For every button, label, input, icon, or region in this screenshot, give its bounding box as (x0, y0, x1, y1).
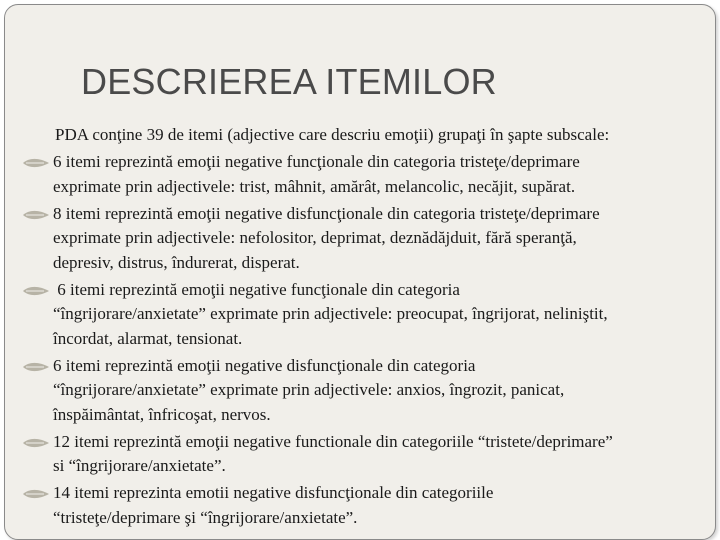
bullet-item (5, 430, 715, 479)
bullet-line: 6 itemi reprezintă emoţii negative funcţionale din categoria tristeţe/deprimare (53, 152, 580, 171)
bullet-line: “îngrijorare/anxietate” exprimate prin adjectivele: preocupat, îngrijorat, neliniştit, (53, 304, 608, 323)
bullet-line: “tristeţe/deprimare şi “îngrijorare/anxietate”. (53, 507, 358, 527)
bullet-line: si “îngrijorare/anxietate”. (53, 456, 226, 475)
bullet-line: exprimate prin adjectivele: nefolositor, deprimat, deznădăjduit, fără speranţă, (53, 228, 577, 247)
leaf-arrow-bullet-icon (22, 488, 50, 500)
bullet-line: exprimate prin adjectivele: trist, mâhnit, amărât, melancolic, necăjit, supărat. (53, 176, 576, 196)
bullet-item (5, 150, 715, 199)
bullet-line: 6 itemi reprezintă emoţii negative funcţionale din categoria (53, 279, 460, 299)
bullet-item (5, 481, 715, 530)
slide (4, 4, 716, 540)
intro-paragraph: PDA conţine 39 de itemi (adjective care descriu emoţii) grupaţi în şapte subscale: (55, 125, 610, 144)
slide-body (5, 123, 715, 530)
bullet-line: 8 itemi reprezintă emoţii negative disfuncţionale din categoria tristeţe/deprimare (53, 203, 600, 223)
leaf-arrow-bullet-icon (22, 361, 50, 373)
bullet-line: 14 itemi reprezinta emotii negative disfuncţionale din categoriile (53, 483, 494, 502)
leaf-arrow-bullet-icon (22, 209, 50, 221)
bullet-line: “îngrijorare/anxietate” exprimate prin adjectivele: anxios, îngrozit, panicat, (53, 380, 565, 399)
slide-title: DESCRIEREA ITEMILOR (81, 61, 497, 102)
bullet-line: încordat, alarmat, tensionat. (53, 328, 243, 348)
bullet-line: înspăimântat, înfricoşat, nervos. (53, 404, 271, 424)
leaf-arrow-bullet-icon (22, 285, 50, 297)
bullet-item (5, 354, 715, 428)
leaf-arrow-bullet-icon (22, 157, 50, 169)
bullet-line: 12 itemi reprezintă emoţii negative functionale din categoriile “tristete/deprimare” (53, 431, 613, 451)
bullet-line: 6 itemi reprezintă emoţii negative disfuncţionale din categoria (53, 355, 476, 375)
bullet-item (5, 278, 715, 352)
bullet-line: depresiv, distrus, îndurerat, disperat. (53, 252, 300, 272)
leaf-arrow-bullet-icon (22, 437, 50, 449)
bullet-item (5, 202, 715, 276)
